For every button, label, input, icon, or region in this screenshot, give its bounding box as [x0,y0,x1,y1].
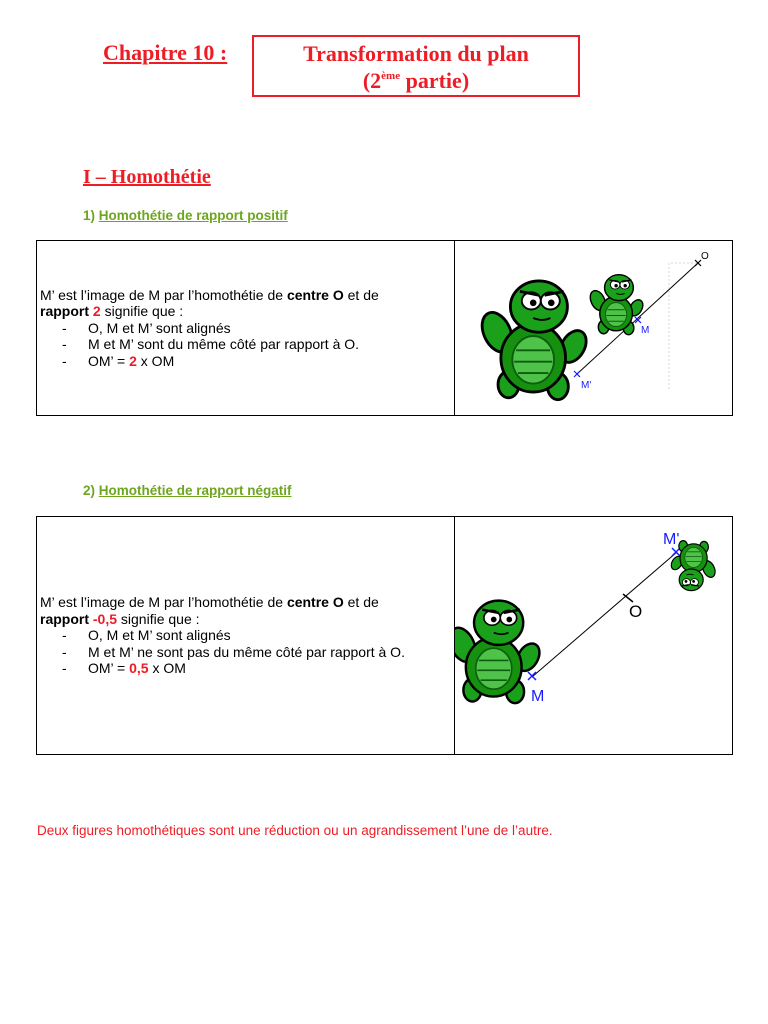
chapter-label: Chapitre 10 : [103,40,228,65]
point-label-M: M [641,325,650,336]
definition-text-positive: M’ est l’image de M par l’homothétie de centre O et de rapport 2 signifie que : - O, M et M’ sont alignés - M et M’ sont du même côté par rapport à O. - OM’ = 2 x OM [37,241,455,415]
chapter-title-line2: (2ème partie) [362,68,470,93]
definition-box-positive [36,240,733,416]
point-label-O: O [701,251,709,262]
point-label-Mprime: M' [663,531,680,548]
list-item: - O, M et M’ sont alignés [62,319,231,336]
subsection-1-title: 1) Homothétie de rapport positif [83,208,288,223]
list-item: - M et M’ ne sont pas du même côté par rapport à O. [62,643,405,660]
subsection-2-title: 2) Homothétie de rapport négatif [83,483,292,498]
list-item: - OM’ = 2 x OM [62,352,175,369]
chapter-title-line1: Transformation du plan [303,41,529,66]
turtle-small-icon [669,541,718,591]
section-title: I – Homothétie [83,166,211,188]
figure-positive [455,241,732,415]
turtle-large-icon [476,281,591,400]
point-label-O: O [629,602,643,621]
list-item: - M et M’ sont du même côté par rapport à O. [62,336,360,353]
chapter-title-box [252,35,580,97]
figure-negative [455,517,732,754]
point-label-M: M [531,688,545,705]
definition-text-negative: M’ est l’image de M par l’homothétie de centre O et de rapport -0,5 signifie que : - O, M et M’ sont alignés - M et M’ ne sont pas du même côté par rapport à O. - OM’ = 0,5 x OM [37,517,455,754]
homothety-positive-diagram [455,241,732,415]
list-item: - O, M et M’ sont alignés [62,627,231,644]
list-item: - OM’ = 0,5 x OM [62,660,186,677]
homothety-negative-diagram [455,517,732,754]
definition-box-negative [36,516,733,755]
point-label-Mprime: M' [581,380,592,391]
conclusion-text: Deux figures homothétiques sont une réduction ou un agrandissement l’une de l’autre. [37,823,553,838]
turtle-small-icon [587,275,645,335]
